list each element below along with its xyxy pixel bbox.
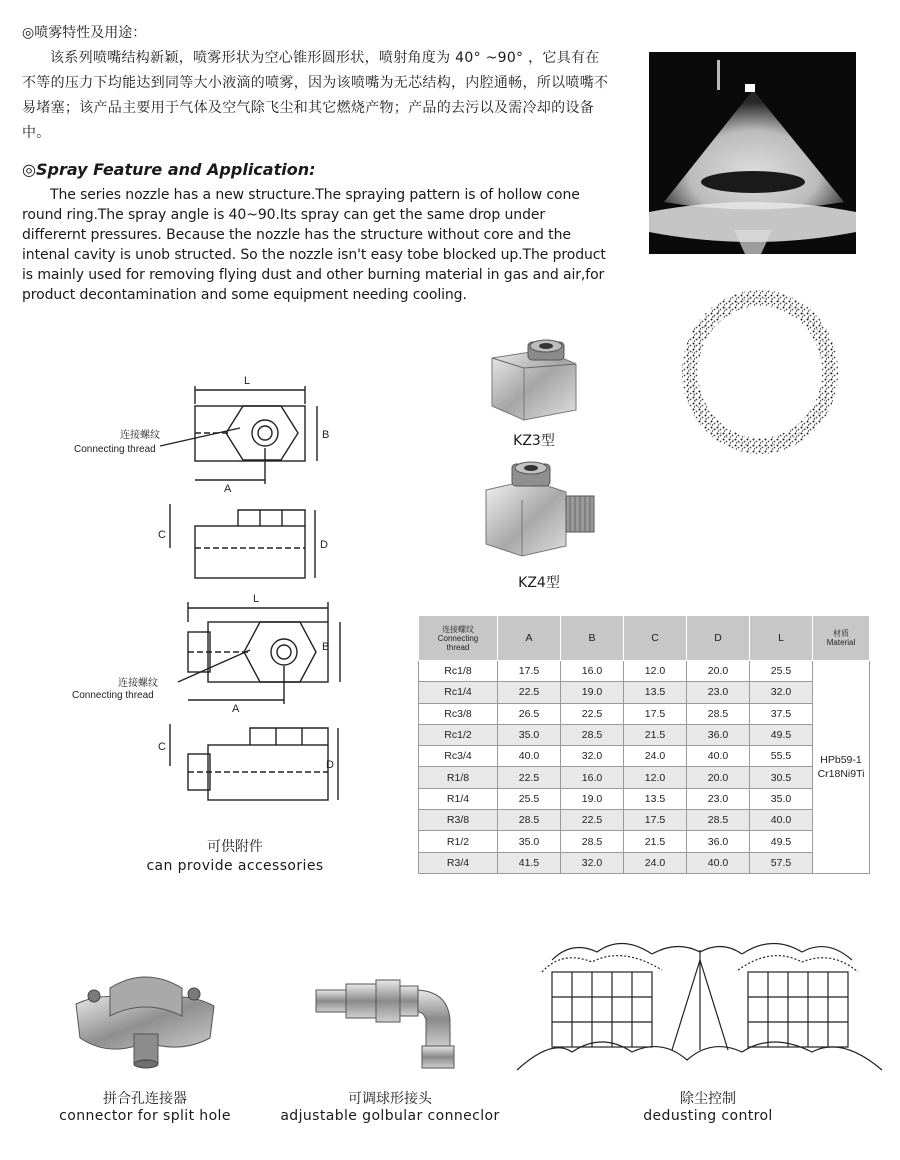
- material-line-2: Cr18Ni9Ti: [817, 767, 865, 780]
- kz4-product-image: [482, 460, 602, 560]
- cell-a: 25.5: [498, 788, 561, 809]
- bullet-marker: ◎: [22, 160, 36, 179]
- kz4-model-label: KZ4型: [518, 575, 560, 591]
- header-material-cn: 材质: [833, 629, 849, 638]
- table-row: [419, 767, 870, 788]
- cell-l: 49.5: [750, 724, 813, 745]
- cell-b: 19.0: [561, 788, 624, 809]
- cell-l: 37.5: [750, 703, 813, 724]
- cell-a: 22.5: [498, 767, 561, 788]
- cell-d: 36.0: [687, 724, 750, 745]
- header-thread-cn: 连接螺纹: [442, 624, 474, 634]
- cell-d: 40.0: [687, 852, 750, 873]
- dedusting-caption-en: dedusting control: [643, 1108, 773, 1124]
- header-material-en: Material: [826, 638, 856, 647]
- cell-l: 57.5: [750, 852, 813, 873]
- drawing-kz4: [60, 590, 350, 820]
- cell-a: 35.0: [498, 831, 561, 852]
- cell-l: 55.5: [750, 746, 813, 767]
- cell-b: 22.5: [561, 810, 624, 831]
- cell-thread: Rc3/4: [419, 746, 498, 767]
- section-heading-cn: ◎喷雾特性及用途：: [22, 25, 147, 41]
- cell-l: 49.5: [750, 831, 813, 852]
- cell-c: 21.5: [624, 724, 687, 745]
- cell-d: 20.0: [687, 661, 750, 682]
- cell-l: 30.5: [750, 767, 813, 788]
- cell-thread: R1/2: [419, 831, 498, 852]
- dedusting-control-illustration: [512, 920, 887, 1080]
- cell-a: 35.0: [498, 724, 561, 745]
- table-row: [419, 703, 870, 724]
- cell-b: 16.0: [561, 767, 624, 788]
- cell-c: 13.5: [624, 682, 687, 703]
- cell-c: 12.0: [624, 767, 687, 788]
- table-row: [419, 831, 870, 852]
- cell-d: 40.0: [687, 746, 750, 767]
- table-row: [419, 682, 870, 703]
- cell-l: 25.5: [750, 661, 813, 682]
- cell-a: 22.5: [498, 682, 561, 703]
- dim-label-D-2: D: [326, 759, 334, 771]
- header-col-d: D: [687, 616, 750, 661]
- cell-c: 24.0: [624, 746, 687, 767]
- accessories-caption: [130, 836, 340, 874]
- dim-label-C-2: C: [158, 741, 166, 753]
- section-heading-en: [22, 160, 316, 179]
- split-hole-caption: [40, 1088, 250, 1124]
- cell-thread: R1/8: [419, 767, 498, 788]
- dedusting-caption-cn: 除尘控制: [680, 1091, 736, 1107]
- table-header-row: [419, 616, 870, 661]
- cell-thread: R3/8: [419, 810, 498, 831]
- header-material: [813, 616, 870, 661]
- table-row: [419, 746, 870, 767]
- thread-label-cn: 连接螺纹: [120, 430, 160, 441]
- spray-cone-photo: [649, 52, 856, 254]
- cell-b: 32.0: [561, 746, 624, 767]
- dim-label-D: D: [320, 539, 328, 551]
- cell-d: 23.0: [687, 682, 750, 703]
- cell-b: 19.0: [561, 682, 624, 703]
- dim-label-B-2: B: [322, 641, 330, 653]
- accessories-caption-cn: 可供附件: [207, 839, 263, 855]
- spec-table: [418, 615, 870, 874]
- header-col-b: B: [561, 616, 624, 661]
- table-row: [419, 661, 870, 682]
- globular-connector-image: [310, 968, 460, 1074]
- cell-l: 32.0: [750, 682, 813, 703]
- cell-a: 41.5: [498, 852, 561, 873]
- cell-c: 13.5: [624, 788, 687, 809]
- cell-b: 22.5: [561, 703, 624, 724]
- cell-b: 28.5: [561, 724, 624, 745]
- material-line-1: HPb59-1: [820, 753, 862, 766]
- intro-paragraph-en: The series nozzle has a new structure.The spraying pattern is of hollow cone round ring.The spray angle is 40~90.Its spray can get the same drop under differernt pressures. Because the nozzle has the structure without core and the intenal cavity is unob structed. So the nozzle isn't easy tobe blocked up.The product is mainly used for removing flying dust and other burning material in gas and air,for product decontamination and some equipment needing cooling.: [22, 187, 606, 303]
- cell-l: 35.0: [750, 788, 813, 809]
- table-row: [419, 788, 870, 809]
- cell-c: 12.0: [624, 661, 687, 682]
- header-thread-en1: Connecting: [437, 633, 479, 643]
- dim-label-A: A: [224, 483, 232, 495]
- cell-thread: R3/4: [419, 852, 498, 873]
- header-thread-en2: thread: [446, 642, 470, 652]
- split-hole-caption-cn: 拼合孔连接器: [103, 1091, 187, 1107]
- dim-label-A-2: A: [232, 703, 240, 715]
- cell-thread: Rc3/8: [419, 703, 498, 724]
- dim-label-L: L: [244, 375, 251, 387]
- cell-c: 17.5: [624, 810, 687, 831]
- cell-c: 21.5: [624, 831, 687, 852]
- dedusting-caption: [598, 1088, 818, 1124]
- cell-a: 26.5: [498, 703, 561, 724]
- cell-b: 28.5: [561, 831, 624, 852]
- cell-d: 28.5: [687, 703, 750, 724]
- cell-material: [813, 661, 870, 874]
- table-row: [419, 724, 870, 745]
- header-col-c: C: [624, 616, 687, 661]
- cell-d: 36.0: [687, 831, 750, 852]
- split-hole-connector-image: [70, 958, 220, 1076]
- header-col-a: A: [498, 616, 561, 661]
- cell-thread: Rc1/2: [419, 724, 498, 745]
- split-hole-caption-en: connector for split hole: [59, 1108, 231, 1124]
- cell-thread: Rc1/4: [419, 682, 498, 703]
- dim-label-C: C: [158, 529, 166, 541]
- cell-a: 40.0: [498, 746, 561, 767]
- header-thread: [419, 616, 498, 661]
- kz3-product-image: [484, 336, 584, 422]
- cell-b: 32.0: [561, 852, 624, 873]
- globular-connector-caption-en: adjustable golbular conneclor: [280, 1108, 500, 1124]
- header-col-l: L: [750, 616, 813, 661]
- cell-d: 23.0: [687, 788, 750, 809]
- thread-label-en-2: Connecting thread: [72, 690, 154, 701]
- accessories-caption-en: can provide accessories: [146, 858, 324, 874]
- dim-label-B: B: [322, 429, 330, 441]
- heading-text: Spray Feature and Application:: [35, 160, 316, 179]
- cell-a: 17.5: [498, 661, 561, 682]
- thread-label-en: Connecting thread: [74, 444, 156, 455]
- cell-a: 28.5: [498, 810, 561, 831]
- cell-l: 40.0: [750, 810, 813, 831]
- cell-d: 28.5: [687, 810, 750, 831]
- kz3-model-label: KZ3型: [513, 433, 555, 449]
- intro-paragraph-cn: 该系列喷嘴结构新颖，喷雾形状为空心锥形圆形状，喷射角度为 40° ~90° ，它具有在不等的压力下均能达到同等大小液滴的喷雾，因为该喷嘴为无芯结构，内腔通畅，所以喷嘴不易堵塞；该产品主要用于气体及空气除飞尘和其它燃烧产物；产品的去污以及需冷却的设备中。: [22, 50, 609, 141]
- table-row: [419, 852, 870, 873]
- dim-label-L-2: L: [253, 593, 260, 605]
- cell-c: 24.0: [624, 852, 687, 873]
- thread-label-cn-2: 连接螺纹: [118, 678, 158, 689]
- drawing-kz3: [60, 368, 340, 588]
- cell-b: 16.0: [561, 661, 624, 682]
- cell-thread: Rc1/8: [419, 661, 498, 682]
- cell-c: 17.5: [624, 703, 687, 724]
- cell-thread: R1/4: [419, 788, 498, 809]
- globular-connector-caption: [270, 1088, 510, 1124]
- globular-connector-caption-cn: 可调球形接头: [348, 1091, 432, 1107]
- spray-ring-pattern: [680, 288, 840, 456]
- table-row: [419, 810, 870, 831]
- cell-d: 20.0: [687, 767, 750, 788]
